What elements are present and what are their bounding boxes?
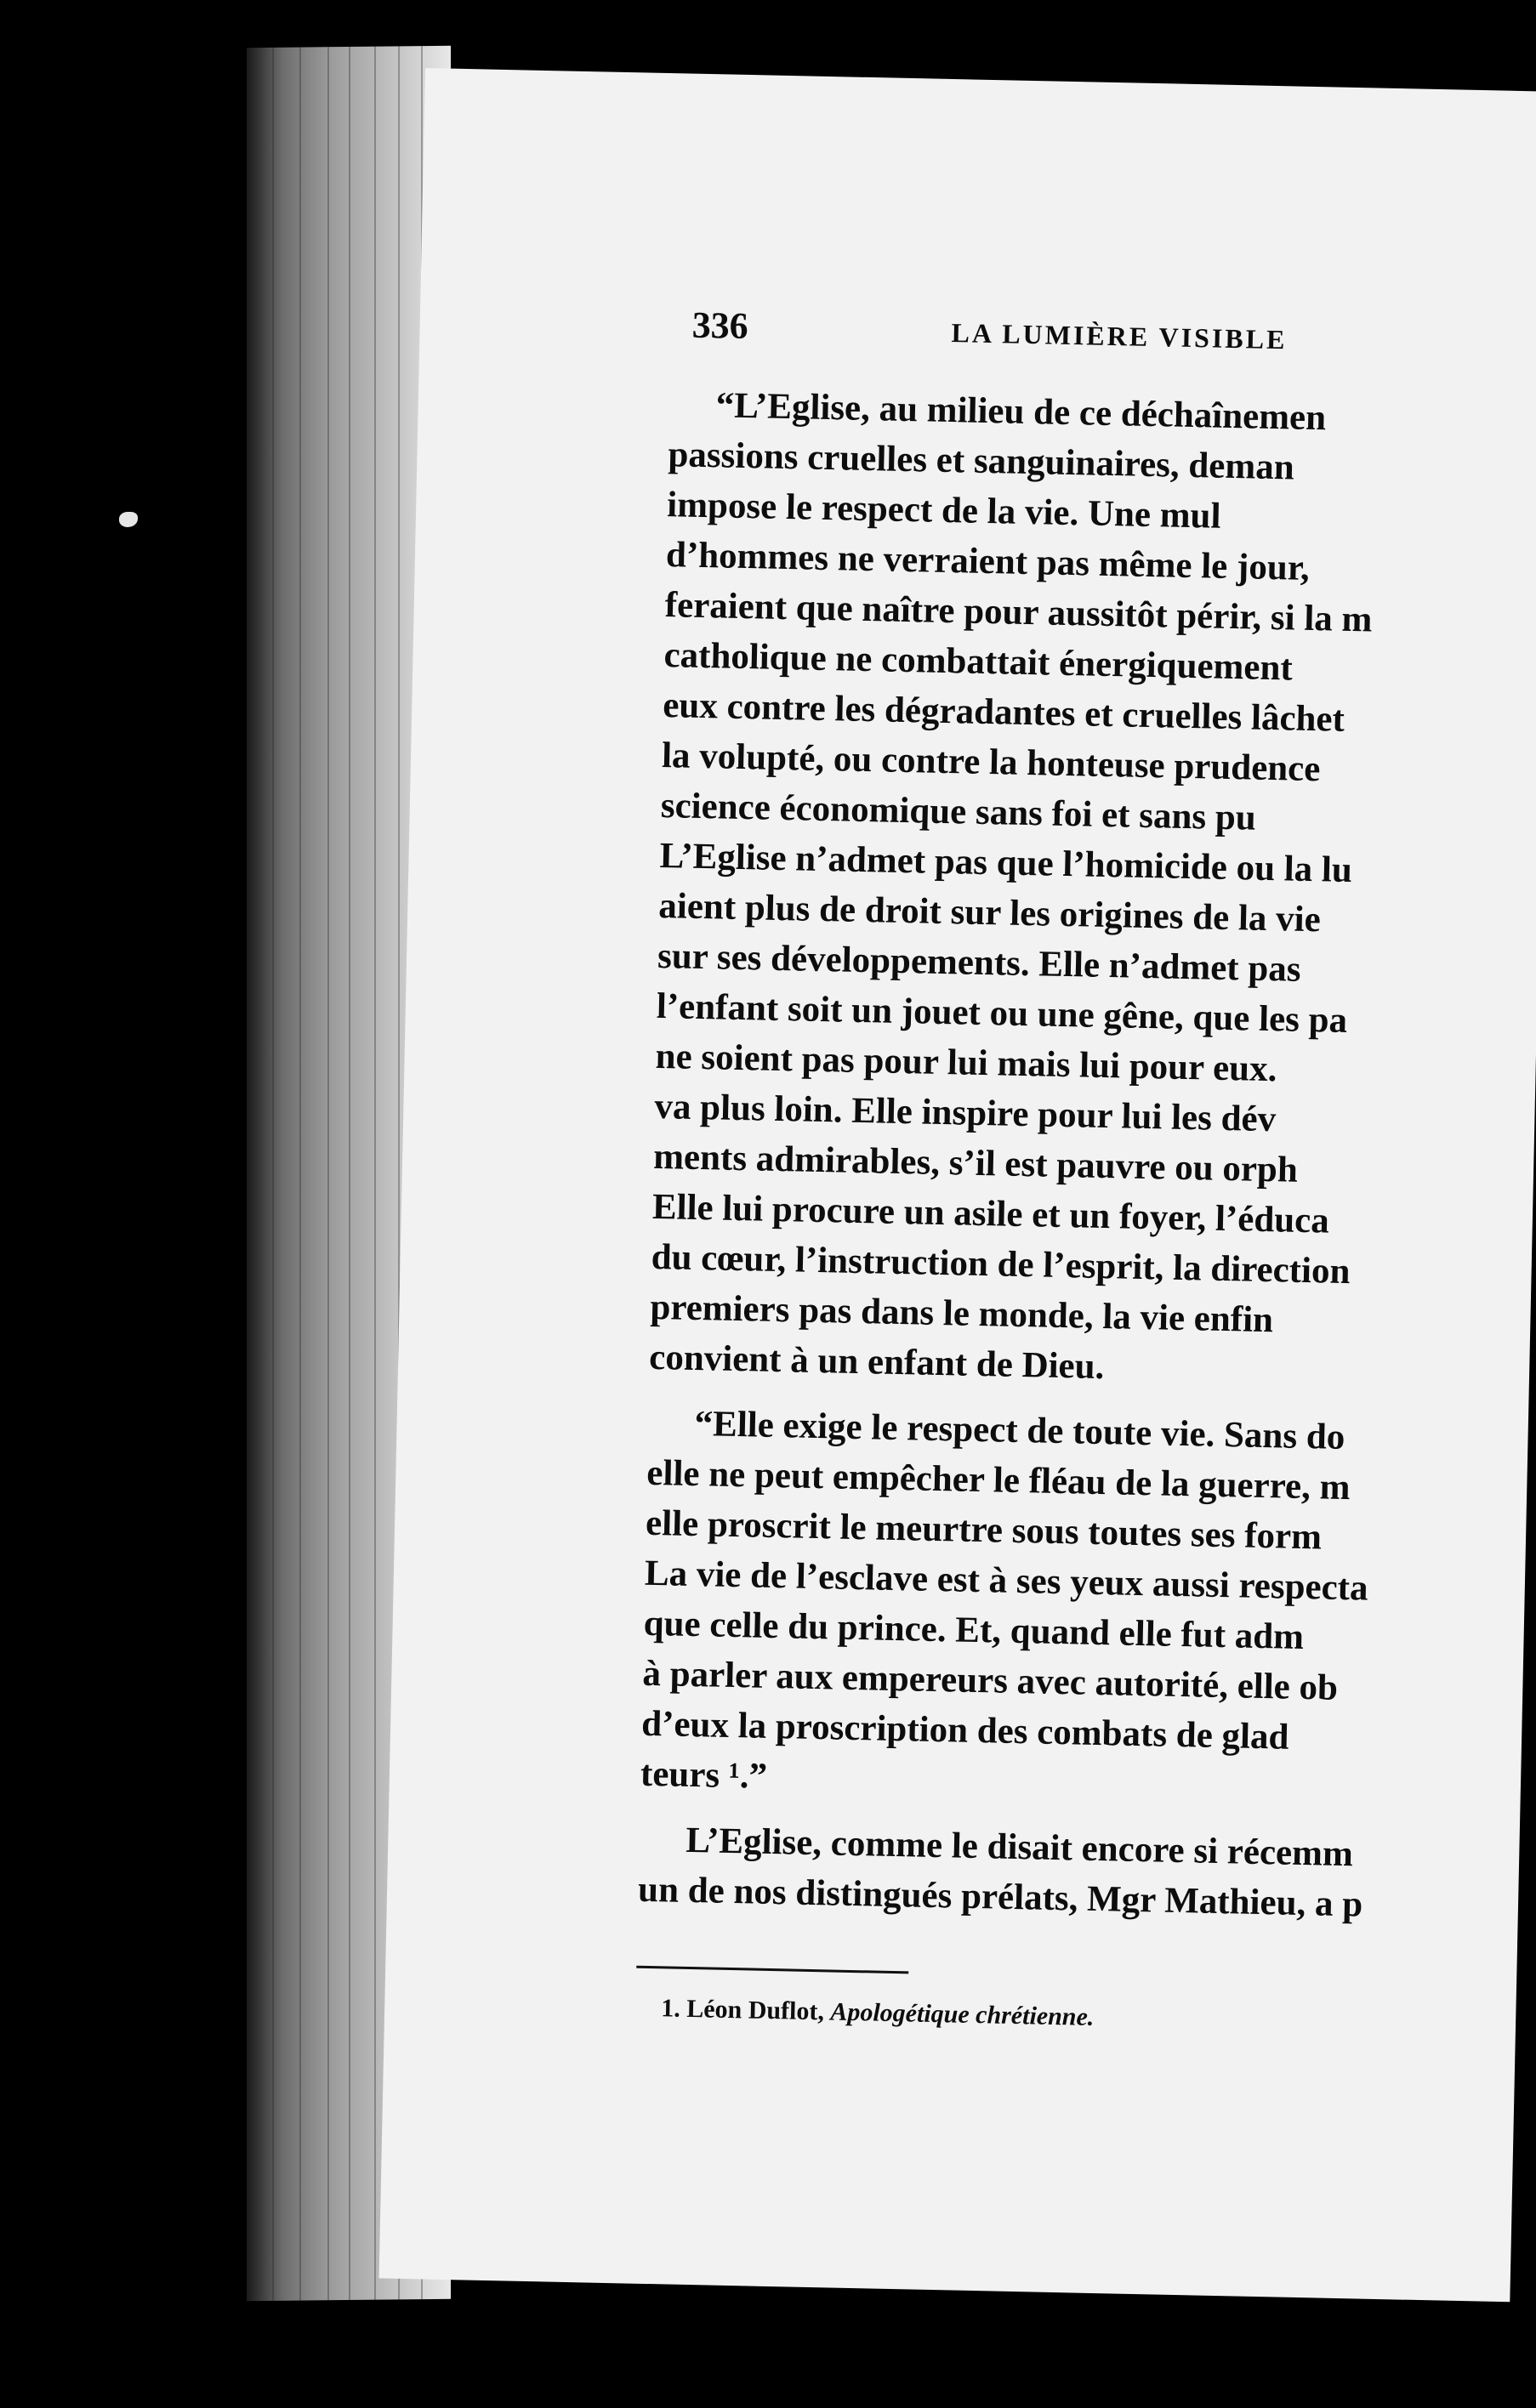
text-line: l’enfant soit un jouet ou une gêne, que les pa [656, 985, 1348, 1041]
footnote-author: Léon Duflot, [686, 1994, 825, 2026]
text-line: impose le respect de la vie. Une mul [666, 485, 1221, 537]
footnote [635, 1994, 1536, 2042]
text-line: premiers pas dans le monde, la vie enfin [650, 1286, 1274, 1341]
text-line: va plus loin. Elle inspire pour lui les dév [653, 1086, 1277, 1140]
text-line: “Elle exige le respect de toute vie. Sans do [694, 1403, 1345, 1457]
text-line: la volupté, ou contre la honteuse prudence [661, 735, 1321, 790]
book-page [379, 68, 1536, 2302]
text-line: L’Eglise, comme le disait encore si récemm [685, 1820, 1354, 1875]
page-number: 336 [691, 304, 749, 348]
text-line: L’Eglise n’admet pas que l’homicide ou la lu [659, 835, 1353, 891]
text-line: catholique ne combattait énergiquement [663, 635, 1294, 689]
text-line: science économique sans foi et sans pu [660, 785, 1257, 838]
text-line: d’hommes ne verraient pas même le jour, [665, 535, 1311, 588]
text-line: feraient que naître pour aussitôt périr, si la m [664, 585, 1373, 640]
text-line: convient à un enfant de Dieu. [648, 1337, 1105, 1388]
text-line: Elle lui procure un asile et un foyer, l’éduca [651, 1186, 1330, 1241]
text-line: La vie de l’esclave est à ses yeux aussi respecta [644, 1553, 1369, 1609]
footnote-title: Apologétique chrétienne. [830, 1997, 1095, 2031]
running-head [670, 303, 1536, 382]
text-line: ne soient pas pour lui mais lui pour eux. [655, 1036, 1277, 1090]
page-text-block [635, 303, 1536, 2042]
text-line: un de nos distingués prélats, Mgr Mathieu, a p [637, 1869, 1363, 1925]
text-line: elle proscrit le meurtre sous toutes ses form [645, 1502, 1323, 1558]
running-title: LA LUMIÈRE VISIBLE [951, 317, 1288, 355]
text-line: ments admirables, s’il est pauvre ou orph [652, 1136, 1299, 1190]
body-text [638, 379, 1536, 1934]
text-line: à parler aux empereurs avec autorité, elle ob [642, 1653, 1339, 1708]
text-line: du cœur, l’instruction de l’esprit, la direction [651, 1236, 1351, 1292]
footnote-number: 1. [660, 1994, 681, 2023]
footnote-rule [636, 1966, 908, 1974]
text-line: passions cruelles et sanguinaires, deman [668, 434, 1295, 488]
text-line: elle ne peut empêcher le fléau de la guerre, m [646, 1452, 1351, 1508]
text-line: aient plus de droit sur les origines de la vie [657, 885, 1322, 940]
text-line: d’eux la proscription des combats de glad [640, 1703, 1289, 1758]
text-line: teurs ¹.” [640, 1753, 768, 1797]
text-line: eux contre les dégradantes et cruelles lâchet [662, 685, 1345, 740]
text-line: “L’Eglise, au milieu de ce déchaînemen [715, 385, 1327, 439]
text-line: que celle du prince. Et, quand elle fut adm [643, 1603, 1305, 1658]
dust-speck [119, 512, 138, 527]
text-line: sur ses développements. Elle n’admet pas [657, 935, 1302, 990]
